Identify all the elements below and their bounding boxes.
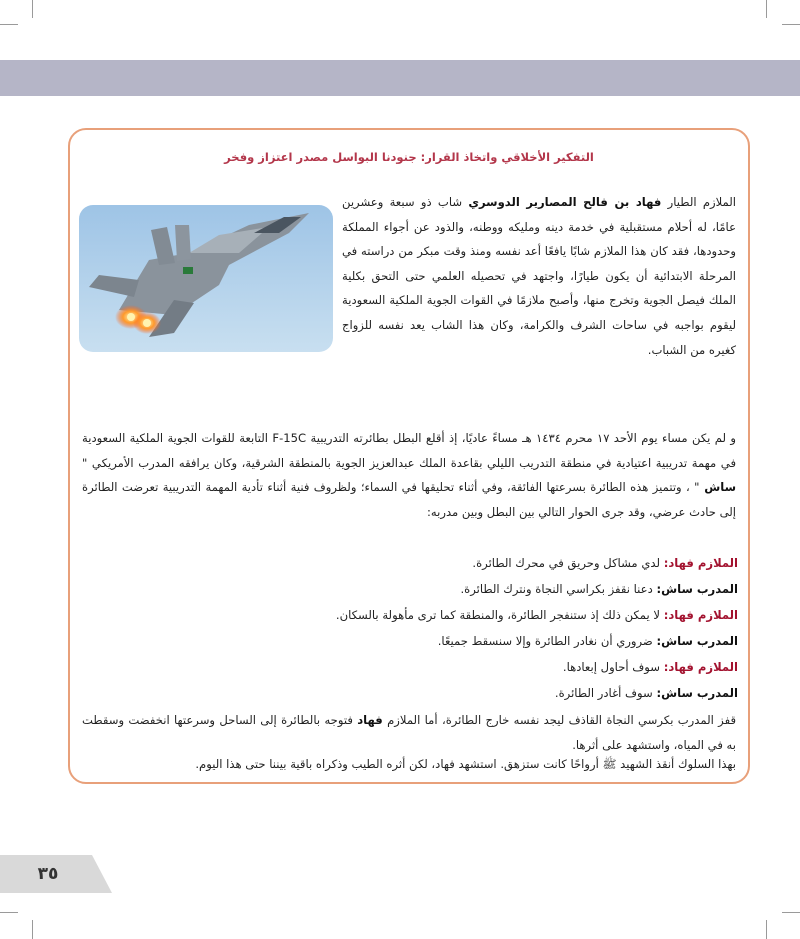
dialogue-text: دعنا نقفز بكراسي النجاة ونترك الطائرة. [460, 582, 657, 596]
fighter-jet-image [79, 205, 333, 352]
incident-text-end: " ، وتتميز هذه الطائرة بسرعتها الفائقة، وفي أثناء تحليقها في السماء؛ ولظروف فنية أثناء تأدية المهمة التدريبية تعرضت الطائرة إلى حادث عرضي، وقد جرى الحوار التالي بين البطل وبين مدربه: [82, 480, 736, 519]
dialogue-line [555, 686, 738, 700]
intro-paragraph [342, 190, 736, 362]
box-title: التفكير الأخلاقي واتخاذ القرار: جنودنا البواسل مصدر اعتزاز وفخر [224, 150, 594, 164]
dialogue-speaker: المدرب ساش: [656, 582, 738, 596]
intro-text-end: شاب ذو سبعة وعشرين عامًا، له أحلام مستقبلية في خدمة دينه ومليكه ووطنه، والذود عن أجواء المملكة وحدودها، فقد كان هذا الملازم شابًا يافعًا أعد نفسه ومنذ وقت مبكر من دراسته في المرحلة الابتدائية أن يكون طيارًا، واجتهد في تحصيله العلمي حتى التحق بكلية الملك فيصل الجوية وتخرج منها، وأصبح ملازمًا في القوات الجوية الملكية السعودية ليقوم بواجبه في ساحات الشرف والكرامة، وكان هذا الشاب يعد نفسه للزواج كغيره من الشباب. [342, 195, 736, 357]
dialogue-text: لدي مشاكل وحريق في محرك الطائرة. [472, 556, 664, 570]
dialogue-line [336, 608, 738, 622]
closing-paragraph [82, 752, 736, 777]
dialogue-text: سوف أحاول إبعادها. [562, 660, 664, 674]
incident-paragraph [82, 426, 736, 524]
crop-mark [782, 912, 800, 913]
crop-mark [0, 912, 18, 913]
dialogue-speaker: المدرب ساش: [656, 686, 738, 700]
outcome-text-start: قفز المدرب بكرسي النجاة القاذف ليجد نفسه خارج الطائرة، أما الملازم [382, 713, 736, 727]
dialogue-line [438, 634, 738, 648]
dialogue-speaker: الملازم فهاد: [663, 608, 738, 622]
page-number: ٣٥ [37, 864, 59, 884]
dialogue-text: لا يمكن ذلك إذ ستنفجر الطائرة، والمنطقة كما ترى مأهولة بالسكان. [335, 608, 664, 622]
dialogue-line [563, 660, 738, 674]
outcome-paragraph [82, 708, 736, 757]
crop-mark [32, 0, 33, 18]
instructor-name: ساش [699, 480, 736, 495]
crop-mark [766, 920, 767, 939]
dialogue-speaker: المدرب ساش: [656, 634, 738, 648]
incident-text-start: و لم يكن مساء يوم الأحد ١٧ محرم ١٤٣٤ هـ مساءً عاديًا، إذ أقلع البطل بطائرته التدريبية F-15C التابعة للقوات الجوية الملكية السعودية في مهمة تدريبية اعتيادية في منطقة التدريب الليلي بقاعدة الملك عبدالعزيز الجوية بالمنطقة الشرقية، وكان يرافقه المدرب الأمريكي " [82, 431, 736, 470]
dialogue-speaker: الملازم فهاد: [663, 556, 738, 570]
header-band [0, 60, 800, 96]
outcome-text-end: فتوجه بالطائرة إلى الساحل وسرعتها انخفضت وسقطت به في المياه، واستشهد على أثرها. [82, 713, 736, 752]
crop-mark [32, 920, 33, 939]
crop-mark [766, 0, 767, 18]
crop-mark [782, 24, 800, 25]
dialogue-text: سوف أغادر الطائرة. [554, 686, 657, 700]
crop-mark [0, 24, 18, 25]
pilot-name: فهاد بن فالح المصارير الدوسري [468, 195, 662, 209]
pilot-name-short: فهاد [357, 713, 383, 727]
dialogue-speaker: الملازم فهاد: [663, 660, 738, 674]
intro-text-start: الملازم الطيار [661, 195, 736, 209]
dialogue-line [472, 556, 738, 570]
dialogue-text: ضروري أن نغادر الطائرة وإلا سنسقط جميعًا. [437, 634, 657, 648]
closing-text: بهذا السلوك أنقذ الشهيد ﷺ أرواحًا كانت ستزهق. استشهد فهاد، لكن أثره الطيب وذكراه باقية بيننا حتى هذا اليوم. [195, 757, 736, 771]
dialogue-line [460, 582, 738, 596]
